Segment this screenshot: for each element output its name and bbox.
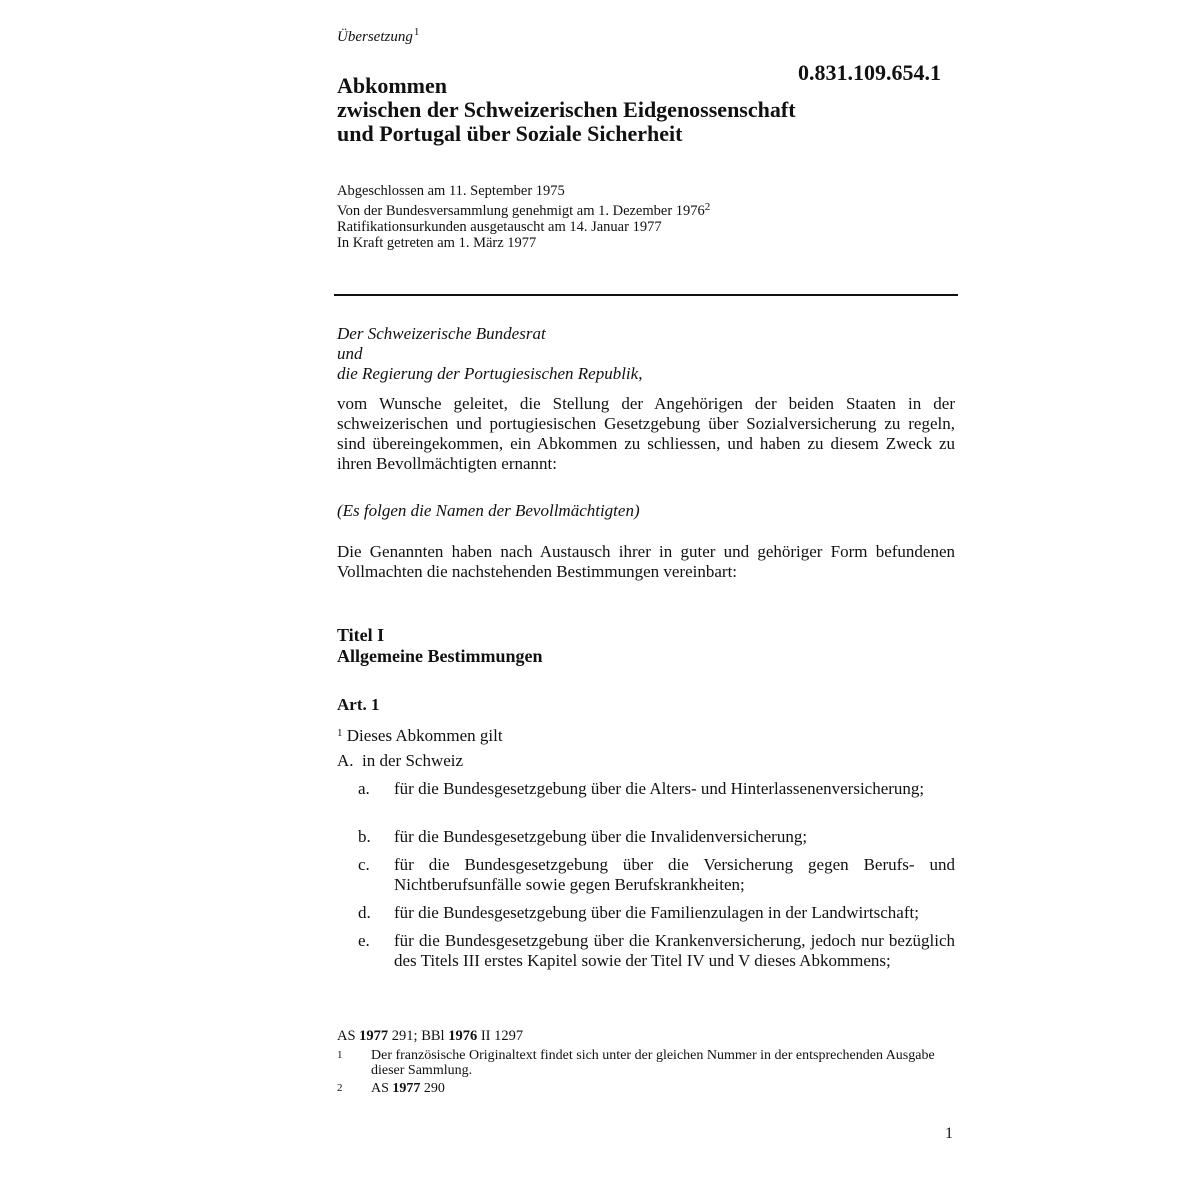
- list-item: [358, 779, 955, 799]
- item-text: für die Bundesgesetzgebung über die Krankenversicherung, jedoch nur bezüglich des Titels III erstes Kapitel sowie der Titel IV und V dieses Abkommens;: [394, 931, 955, 970]
- title-line: Abkommen: [337, 73, 448, 98]
- party-line: die Regierung der Portugiesischen Republik,: [337, 364, 643, 383]
- title-line: zwischen der Schweizerischen Eidgenossenschaft: [337, 97, 796, 122]
- item-letter: b.: [358, 827, 371, 846]
- header-divider: [334, 294, 958, 296]
- footnote-number: 2: [337, 1082, 343, 1094]
- item-text: für die Bundesgesetzgebung über die Familienzulagen in der Landwirtschaft;: [394, 903, 919, 922]
- list-item: [358, 931, 955, 971]
- party-line: und: [337, 344, 363, 363]
- item-letter: d.: [358, 903, 371, 922]
- agreement-paragraph: Die Genannten haben nach Austausch ihrer in guter und gehöriger Form befundenen Vollmachten die nachstehenden Bestimmungen vereinbart:: [337, 542, 955, 581]
- item-text: für die Bundesgesetzgebung über die Versicherung gegen Berufs- und Nichtberufsunfälle sowie gegen Berufskrankheiten;: [394, 855, 955, 894]
- document-title: [337, 74, 796, 146]
- official-compilation-reference: AS 1977 291; BBl 1976 II 1297: [337, 1028, 524, 1044]
- section-a: A. in der Schweiz: [337, 751, 464, 770]
- footnote-ref-2[interactable]: 2: [704, 201, 711, 213]
- list-item: [358, 827, 955, 847]
- title-number: Titel I: [337, 625, 385, 645]
- title-heading: [337, 625, 542, 667]
- concluded-date: Abgeschlossen am 11. September 1975: [337, 183, 565, 199]
- item-letter: c.: [358, 855, 370, 874]
- translation-label: Übersetzung$^1$: [337, 26, 420, 45]
- footnote-2: [337, 1081, 947, 1096]
- title-line: und Portugal über Soziale Sicherheit: [337, 121, 683, 146]
- footnote-ref-1[interactable]: 1: [413, 26, 420, 38]
- item-letter: a.: [358, 779, 370, 798]
- footnote-number: 1: [337, 1049, 343, 1061]
- item-text: für die Bundesgesetzgebung über die Invalidenversicherung;: [394, 827, 808, 846]
- plenipotentiaries-note: (Es folgen die Namen der Bevollmächtigten): [337, 501, 640, 520]
- article-intro: $^1$ Dieses Abkommen gilt: [337, 726, 503, 745]
- footnote-text: Der französische Originaltext findet sich unter der gleichen Nummer in der entsprechenden Ausgabe dieser Sammlung.: [371, 1048, 935, 1078]
- list-item: [358, 903, 955, 923]
- page-number: 1: [945, 1125, 953, 1142]
- preamble-parties: [337, 324, 642, 384]
- document-metadata: [337, 183, 710, 251]
- in-force-date: In Kraft getreten am 1. März 1977: [337, 235, 537, 251]
- preamble-paragraph: vom Wunsche geleitet, die Stellung der Angehörigen der beiden Staaten in der schweizerischen und portugiesischen Gesetzgebung über Sozialversicherung zu regeln, sind übereingekommen, ein Abkommen zu schliessen, und haben zu diesem Zweck zu ihren Bevollmächtigten ernannt:: [337, 394, 955, 473]
- approved-date: Von der Bundesversammlung genehmigt am 1. Dezember 1976$^2$: [337, 201, 711, 219]
- item-letter: e.: [358, 931, 370, 950]
- item-text: für die Bundesgesetzgebung über die Alters- und Hinterlassenenversicherung;: [394, 779, 925, 798]
- footnote-text: AS 1977 290: [371, 1081, 445, 1096]
- footnote-1: [337, 1048, 947, 1078]
- paragraph-number: 1: [337, 727, 343, 739]
- title-name: Allgemeine Bestimmungen: [337, 646, 543, 666]
- article-heading: Art. 1: [337, 695, 380, 714]
- list-item: [358, 855, 955, 895]
- sr-number: 0.831.109.654.1: [798, 60, 941, 85]
- party-line: Der Schweizerische Bundesrat: [337, 324, 546, 343]
- ratified-date: Ratifikationsurkunden ausgetauscht am 14. Januar 1977: [337, 219, 662, 235]
